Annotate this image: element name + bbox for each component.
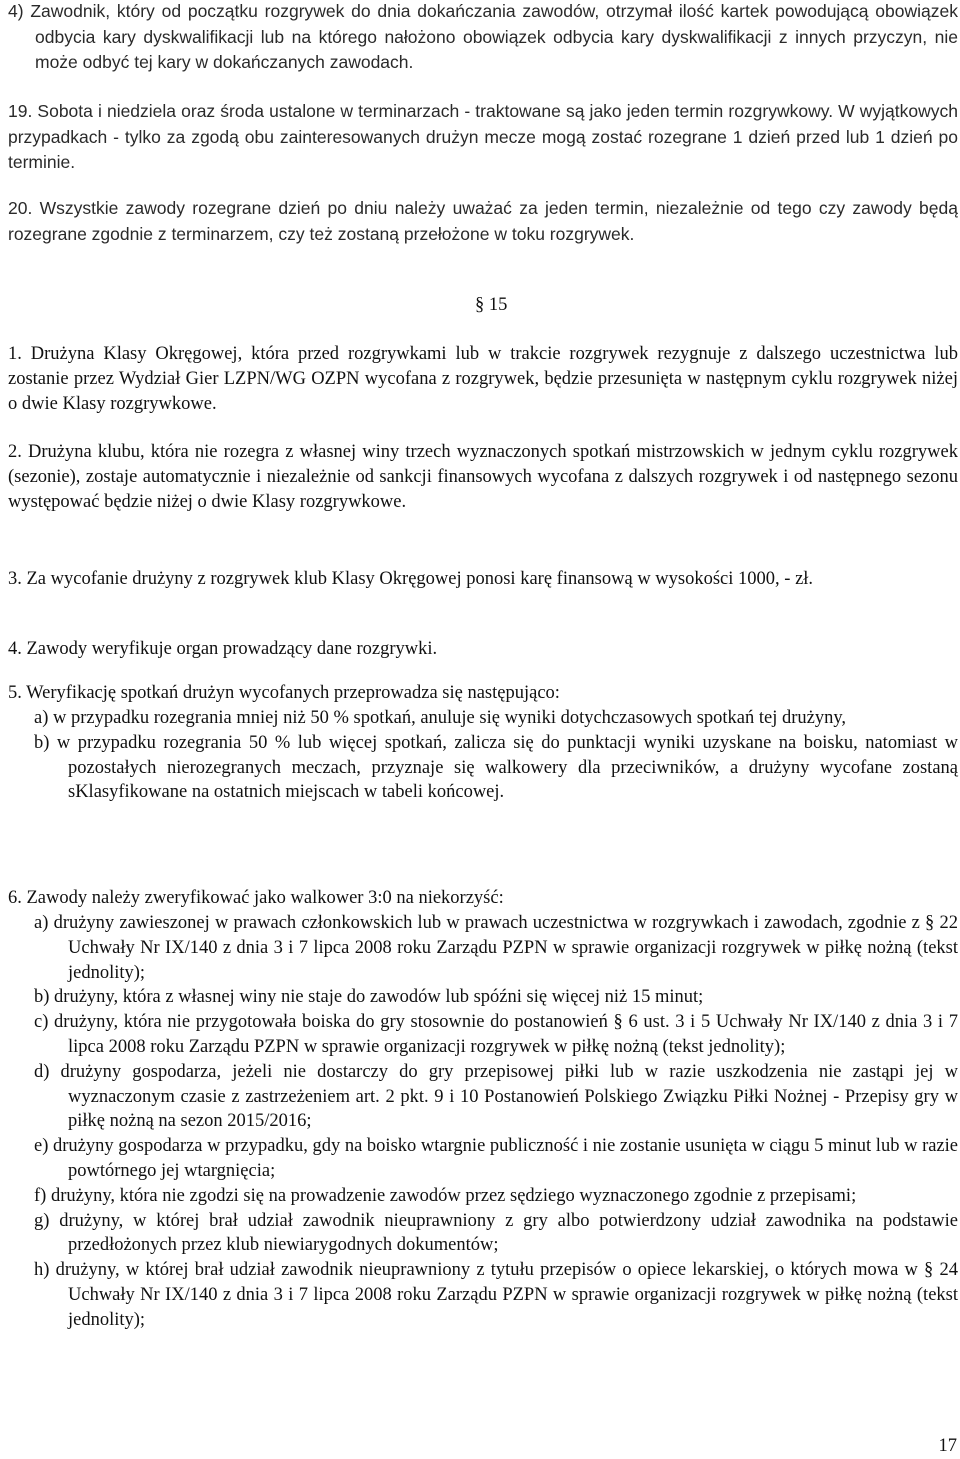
section-heading: § 15 xyxy=(475,295,508,315)
paragraph-2: 2. Drużyna klubu, która nie rozegra z własnej winy trzech wyznaczonych spotkań mistrzowskich w jednym cyklu rozgrywek (sezonie), zostaje automatycznie i niezależnie od sankcji finansowych wycofana z dalszych rozgrywek i od następnego sezonu występować będzie niżej o dwie Klasy rozgrywkowe. xyxy=(8,442,958,512)
paragraph-2-block xyxy=(8,440,958,514)
top-items xyxy=(8,0,958,76)
paragraph-4-block xyxy=(8,637,958,662)
item-19-block xyxy=(8,99,958,176)
paragraph-6f: f) drużyny, która nie zgodzi się na prowadzenie zawodów przez sędziego wyznaczonego zgodnie z przepisami; xyxy=(34,1185,857,1206)
paragraph-6: 6. Zawody należy zweryfikować jako walkower 3:0 na niekorzyść: xyxy=(8,888,504,908)
paragraph-6e: e) drużyny gospodarza w przypadku, gdy na boisko wtargnie publiczność i nie zostanie usunięta w ciągu 5 minut lub w razie powtórnego jej wtargnięcia; xyxy=(34,1136,958,1181)
item-20-block xyxy=(8,196,958,247)
paragraph-6h: h) drużyny, w której brał udział zawodnik nieuprawniony z tytułu przepisów o opiece lekarskiej, o których mowa w § 24 Uchwały Nr IX/140 z dnia 3 i 7 lipca 2008 roku Zarządu PZPN w sprawie organizacji rozgrywek w piłkę nożną (tekst jednolity); xyxy=(34,1260,958,1330)
paragraph-6-block xyxy=(8,886,958,911)
paragraph-5: 5. Weryfikację spotkań drużyn wycofanych przeprowadza się następująco: xyxy=(8,683,560,703)
paragraph-6-subitems xyxy=(34,911,958,1333)
paragraph-5-block xyxy=(8,681,958,706)
paragraph-4: 4. Zawody weryfikuje organ prowadzący dane rozgrywki. xyxy=(8,639,438,659)
paragraph-5a: a) w przypadku rozegrania mniej niż 50 % spotkań, anuluje się wyniki dotychczasowych spotkań tej drużyny, xyxy=(34,708,847,728)
item-4: 4) Zawodnik, który od początku rozgrywek do dnia dokańczania zawodów, otrzymał ilość kartek powodującą obowiązek odbycia kary dyskwalifikacji lub na którego nałożono obowiązek odbycia kary dyskwalifikacji z innych przyczyn, nie może odbyć tej kary w dokańczanych zawodach. xyxy=(8,1,958,72)
paragraph-6g: g) drużyny, w której brał udział zawodnik nieuprawniony z gry albo potwierdzony udział zawodnika na podstawie przedłożonych przez klub niewiarygodnych dokumentów; xyxy=(34,1210,958,1256)
paragraph-1: 1. Drużyna Klasy Okręgowej, która przed rozgrywkami lub w trakcie rozgrywek rezygnuje z dalszego uczestnictwa lub zostanie przez Wydział Gier LZPN/WG OZPN wycofana z rozgrywek, będzie przesunięta w następnym cyklu rozgrywek niżej o dwie Klasy rozgrywkowe. xyxy=(8,344,958,414)
paragraph-1-block xyxy=(8,342,958,416)
paragraph-3-block xyxy=(8,567,958,592)
item-20: 20. Wszystkie zawody rozegrane dzień po dniu należy uważać za jeden termin, niezależnie od tego czy zawody będą rozegrane zgodnie z terminarzem, czy też zostaną przełożone w toku rozgrywek. xyxy=(8,198,958,244)
page-number: 17 xyxy=(938,1436,957,1456)
paragraph-3: 3. Za wycofanie drużyny z rozgrywek klub Klasy Okręgowej ponosi karę finansową w wysokości 1000, - zł. xyxy=(8,569,814,589)
paragraph-6a: a) drużyny zawieszonej w prawach członkowskich lub w prawach uczestnictwa w rozgrywkach i zawodach, zgodnie z § 22 Uchwały Nr IX/140 z dnia 3 i 7 lipca 2008 roku Zarządu PZPN w sprawie organizacji rozgrywek w piłkę nożną (tekst jednolity); xyxy=(34,913,958,983)
paragraph-5-subitems xyxy=(34,706,958,805)
paragraph-6d: d) drużyny gospodarza, jeżeli nie dostarczy do gry przepisowej piłki lub w razie uszkodzenia nie zastąpi jej w wyznaczonym czasie z zastrzeżeniem art. 2 pkt. 9 i 10 Postanowień Polskiego Związku Piłki Nożnej - Przepisy gry w piłkę nożną na sezon 2015/2016; xyxy=(34,1061,958,1132)
paragraph-5b: b) w przypadku rozegrania 50 % lub więcej spotkań, zalicza się do punktacji wyniki uzyskane na boisku, natomiast w pozostałych nierozegranych meczach, przyznaje się walkowery dla przeciwników, a drużyny wycofane zostaną sKlasyfikowane na ostatnich miejscach w tabeli końcowej. xyxy=(34,732,958,803)
item-19: 19. Sobota i niedziela oraz środa ustalone w terminarzach - traktowane są jako jeden termin rozgrywkowy. W wyjątkowych przypadkach - tylko za zgodą obu zainteresowanych drużyn mecze mogą zostać rozegrane 1 dzień przed lub 1 dzień po terminie. xyxy=(8,101,958,172)
paragraph-6c: c) drużyny, która nie przygotowała boiska do gry stosownie do postanowień § 6 ust. 3 i 5 Uchwały Nr IX/140 z dnia 3 i 7 lipca 2008 roku Zarządu PZPN w sprawie organizacji rozgrywek w piłkę nożną (tekst jednolity); xyxy=(34,1012,958,1057)
paragraph-6b: b) drużyny, która z własnej winy nie staje do zawodów lub spóźni się więcej niż 15 minut; xyxy=(34,987,704,1008)
